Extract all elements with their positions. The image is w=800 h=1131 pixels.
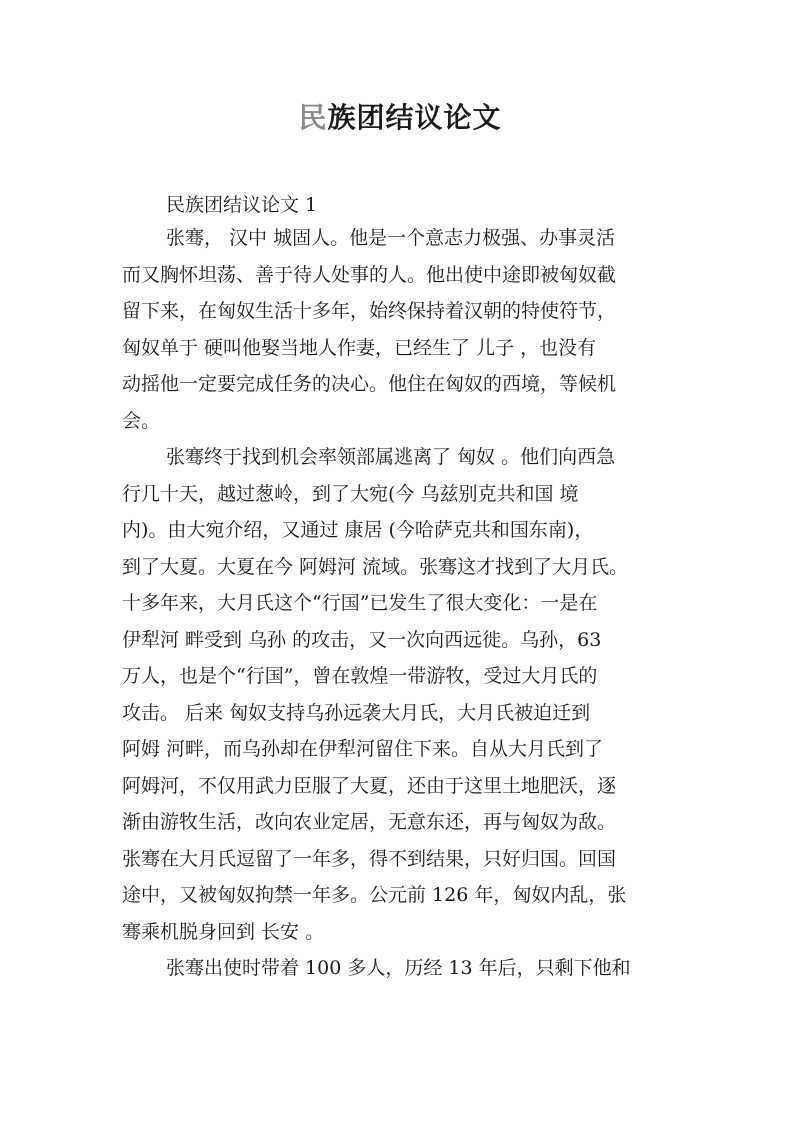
paragraph-line: 伊犁河 畔受到 乌孙 的攻击，又一次向西远徙。乌孙，63 [122, 628, 602, 651]
paragraph-line: 万人，也是个“行国”，曾在敦煌一带游牧，受过大月氏的 [122, 665, 598, 687]
article-body [122, 190, 682, 987]
paragraph-1 [122, 220, 682, 439]
paragraph-3 [122, 950, 682, 987]
paragraph-line: 阿姆河，不仅用武力臣服了大夏，还由于这里土地肥沃，逐 [122, 774, 617, 797]
paragraph-line: 张骞在大月氏逗留了一年多，得不到结果，只好归国。回国 [122, 847, 617, 870]
paragraph-line: 到了大夏。大夏在今 阿姆河 流域。张骞这才找到了大月氏。 [122, 555, 629, 578]
paragraph-line: 阿姆 河畔，而乌孙却在伊犁河留住下来。自从大月氏到了 [122, 738, 604, 760]
paragraph-line: 骞乘机脱身回到 长安 。 [122, 920, 325, 943]
paragraph-2 [122, 439, 682, 950]
paragraph-line: 途中，又被匈奴拘禁一年多。公元前 126 年，匈奴内乱，张 [122, 884, 627, 906]
paragraph-line: 动摇他一定要完成任务的决心。他住在匈奴的西境，等候机 [122, 373, 617, 395]
paragraph-line: 张骞， 汉中 城固人。他是一个意志力极强、办事灵活 [166, 227, 616, 249]
paragraph-line: 张骞终于找到机会率领部属逃离了 匈奴 。他们向西急 [166, 446, 616, 468]
paragraph-line: 留下来，在匈奴生活十多年，始终保持着汉朝的特使符节， [122, 300, 617, 322]
title-rest: 族团结议论文 [327, 101, 502, 134]
paragraph-line: 十多年来，大月氏这个“行国”已发生了很大变化：一是在 [122, 592, 598, 614]
paragraph-line: 渐由游牧生活，改向农业定居，无意东还，再与匈奴为敌。 [122, 811, 617, 833]
title-first-char: 民 [298, 101, 328, 134]
paragraph-line: 行几十天，越过葱岭，到了大宛(今 乌兹别克共和国 境 [122, 482, 579, 505]
paragraph-line: 会。 [122, 409, 161, 432]
paragraph-line: 攻击。 后来 匈奴支持乌孙远袭大月氏，大月氏被迫迁到 [122, 701, 591, 724]
paragraph-line: 内)。由大宛介绍，又通过 康居 (今哈萨克共和国东南)， [122, 519, 594, 541]
page-title [0, 98, 800, 138]
paragraph-line: 匈奴单于 硬叫他娶当地人作妻，已经生了 儿子 ，也没有 [122, 336, 597, 359]
paragraph-line: 张骞出使时带着 100 多人，历经 13 年后，只剩下他和 [166, 957, 631, 979]
paragraph-line: 而又胸怀坦荡、善于待人处事的人。他出使中途即被匈奴截 [122, 263, 617, 286]
section-heading: 民族团结议论文 1 [166, 194, 318, 216]
